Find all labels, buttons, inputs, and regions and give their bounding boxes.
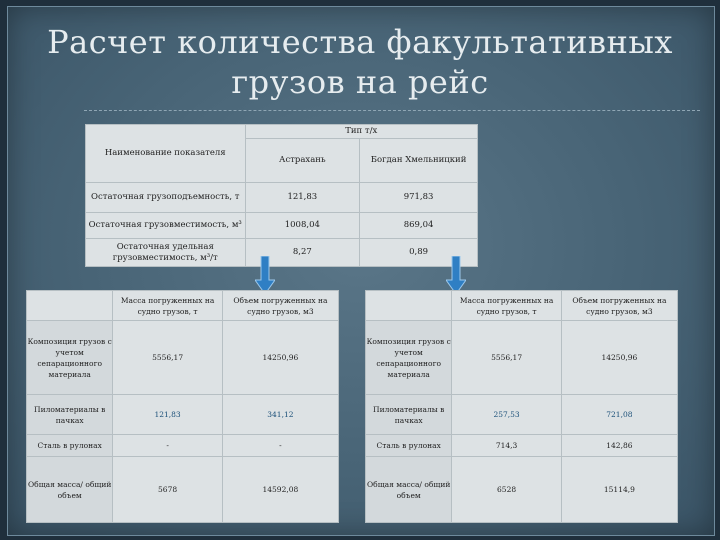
cell-value: 971,83 bbox=[360, 183, 478, 213]
row-name: Пиломатериалы в пачках bbox=[27, 395, 113, 435]
cell-value: 14250,96 bbox=[222, 321, 338, 395]
cargo-table-bogdan bbox=[365, 290, 678, 523]
cell-value: 714,3 bbox=[452, 435, 561, 457]
title-divider bbox=[84, 110, 700, 111]
cell-value: 15114,9 bbox=[561, 457, 677, 523]
cell-value: - bbox=[113, 435, 222, 457]
cell-value: 5556,17 bbox=[113, 321, 222, 395]
cell-value: 1008,04 bbox=[245, 213, 360, 239]
header-volume: Объем погруженных на судно грузов, м3 bbox=[222, 291, 338, 321]
cell-value: 257,53 bbox=[452, 395, 561, 435]
title-line-1: Расчет количества факультативных bbox=[47, 23, 673, 61]
down-arrow-icon bbox=[255, 256, 275, 294]
cargo-table-astrakhan bbox=[26, 290, 339, 523]
row-name: Сталь в рулонах bbox=[27, 435, 113, 457]
cell-value: 14250,96 bbox=[561, 321, 677, 395]
cell-value: 721,08 bbox=[561, 395, 677, 435]
row-name: Пиломатериалы в пачках bbox=[366, 395, 452, 435]
header-mass: Масса погруженных на судно грузов, т bbox=[113, 291, 222, 321]
header-vessel-type: Тип т/х bbox=[245, 125, 478, 139]
header-indicator-name: Наименование показателя bbox=[86, 125, 246, 183]
cell-value: 869,04 bbox=[360, 213, 478, 239]
cell-value: - bbox=[222, 435, 338, 457]
header-vessel-bogdan: Богдан Хмельницкий bbox=[360, 139, 478, 183]
cell-value: 6528 bbox=[452, 457, 561, 523]
row-name: Сталь в рулонах bbox=[366, 435, 452, 457]
row-name: Композиция грузов с учетом сепарационного материала bbox=[366, 321, 452, 395]
row-name: Остаточная грузовместимость, м³ bbox=[86, 213, 246, 239]
slide-title bbox=[20, 22, 700, 102]
header-mass: Масса погруженных на судно грузов, т bbox=[452, 291, 561, 321]
header-volume: Объем погруженных на судно грузов, м3 bbox=[561, 291, 677, 321]
cell-value: 5556,17 bbox=[452, 321, 561, 395]
cell-value: 121,83 bbox=[113, 395, 222, 435]
cell-value: 142,86 bbox=[561, 435, 677, 457]
row-name: Остаточная удельная грузовместимость, м³/т bbox=[86, 239, 246, 267]
cell-value: 8,27 bbox=[245, 239, 360, 267]
down-arrow-icon bbox=[446, 256, 466, 294]
cell-value: 5678 bbox=[113, 457, 222, 523]
cell-value: 341,12 bbox=[222, 395, 338, 435]
corner-cell bbox=[27, 291, 113, 321]
row-name: Общая масса/ общий объем bbox=[366, 457, 452, 523]
title-line-2: грузов на рейс bbox=[231, 63, 489, 101]
cell-value: 0,89 bbox=[360, 239, 478, 267]
row-name: Общая масса/ общий объем bbox=[27, 457, 113, 523]
row-name: Композиция грузов с учетом сепарационного материала bbox=[27, 321, 113, 395]
vessel-capacity-table bbox=[85, 124, 478, 267]
header-vessel-astrakhan: Астрахань bbox=[245, 139, 360, 183]
corner-cell bbox=[366, 291, 452, 321]
row-name: Остаточная грузоподъемность, т bbox=[86, 183, 246, 213]
cell-value: 121,83 bbox=[245, 183, 360, 213]
cell-value: 14592,08 bbox=[222, 457, 338, 523]
